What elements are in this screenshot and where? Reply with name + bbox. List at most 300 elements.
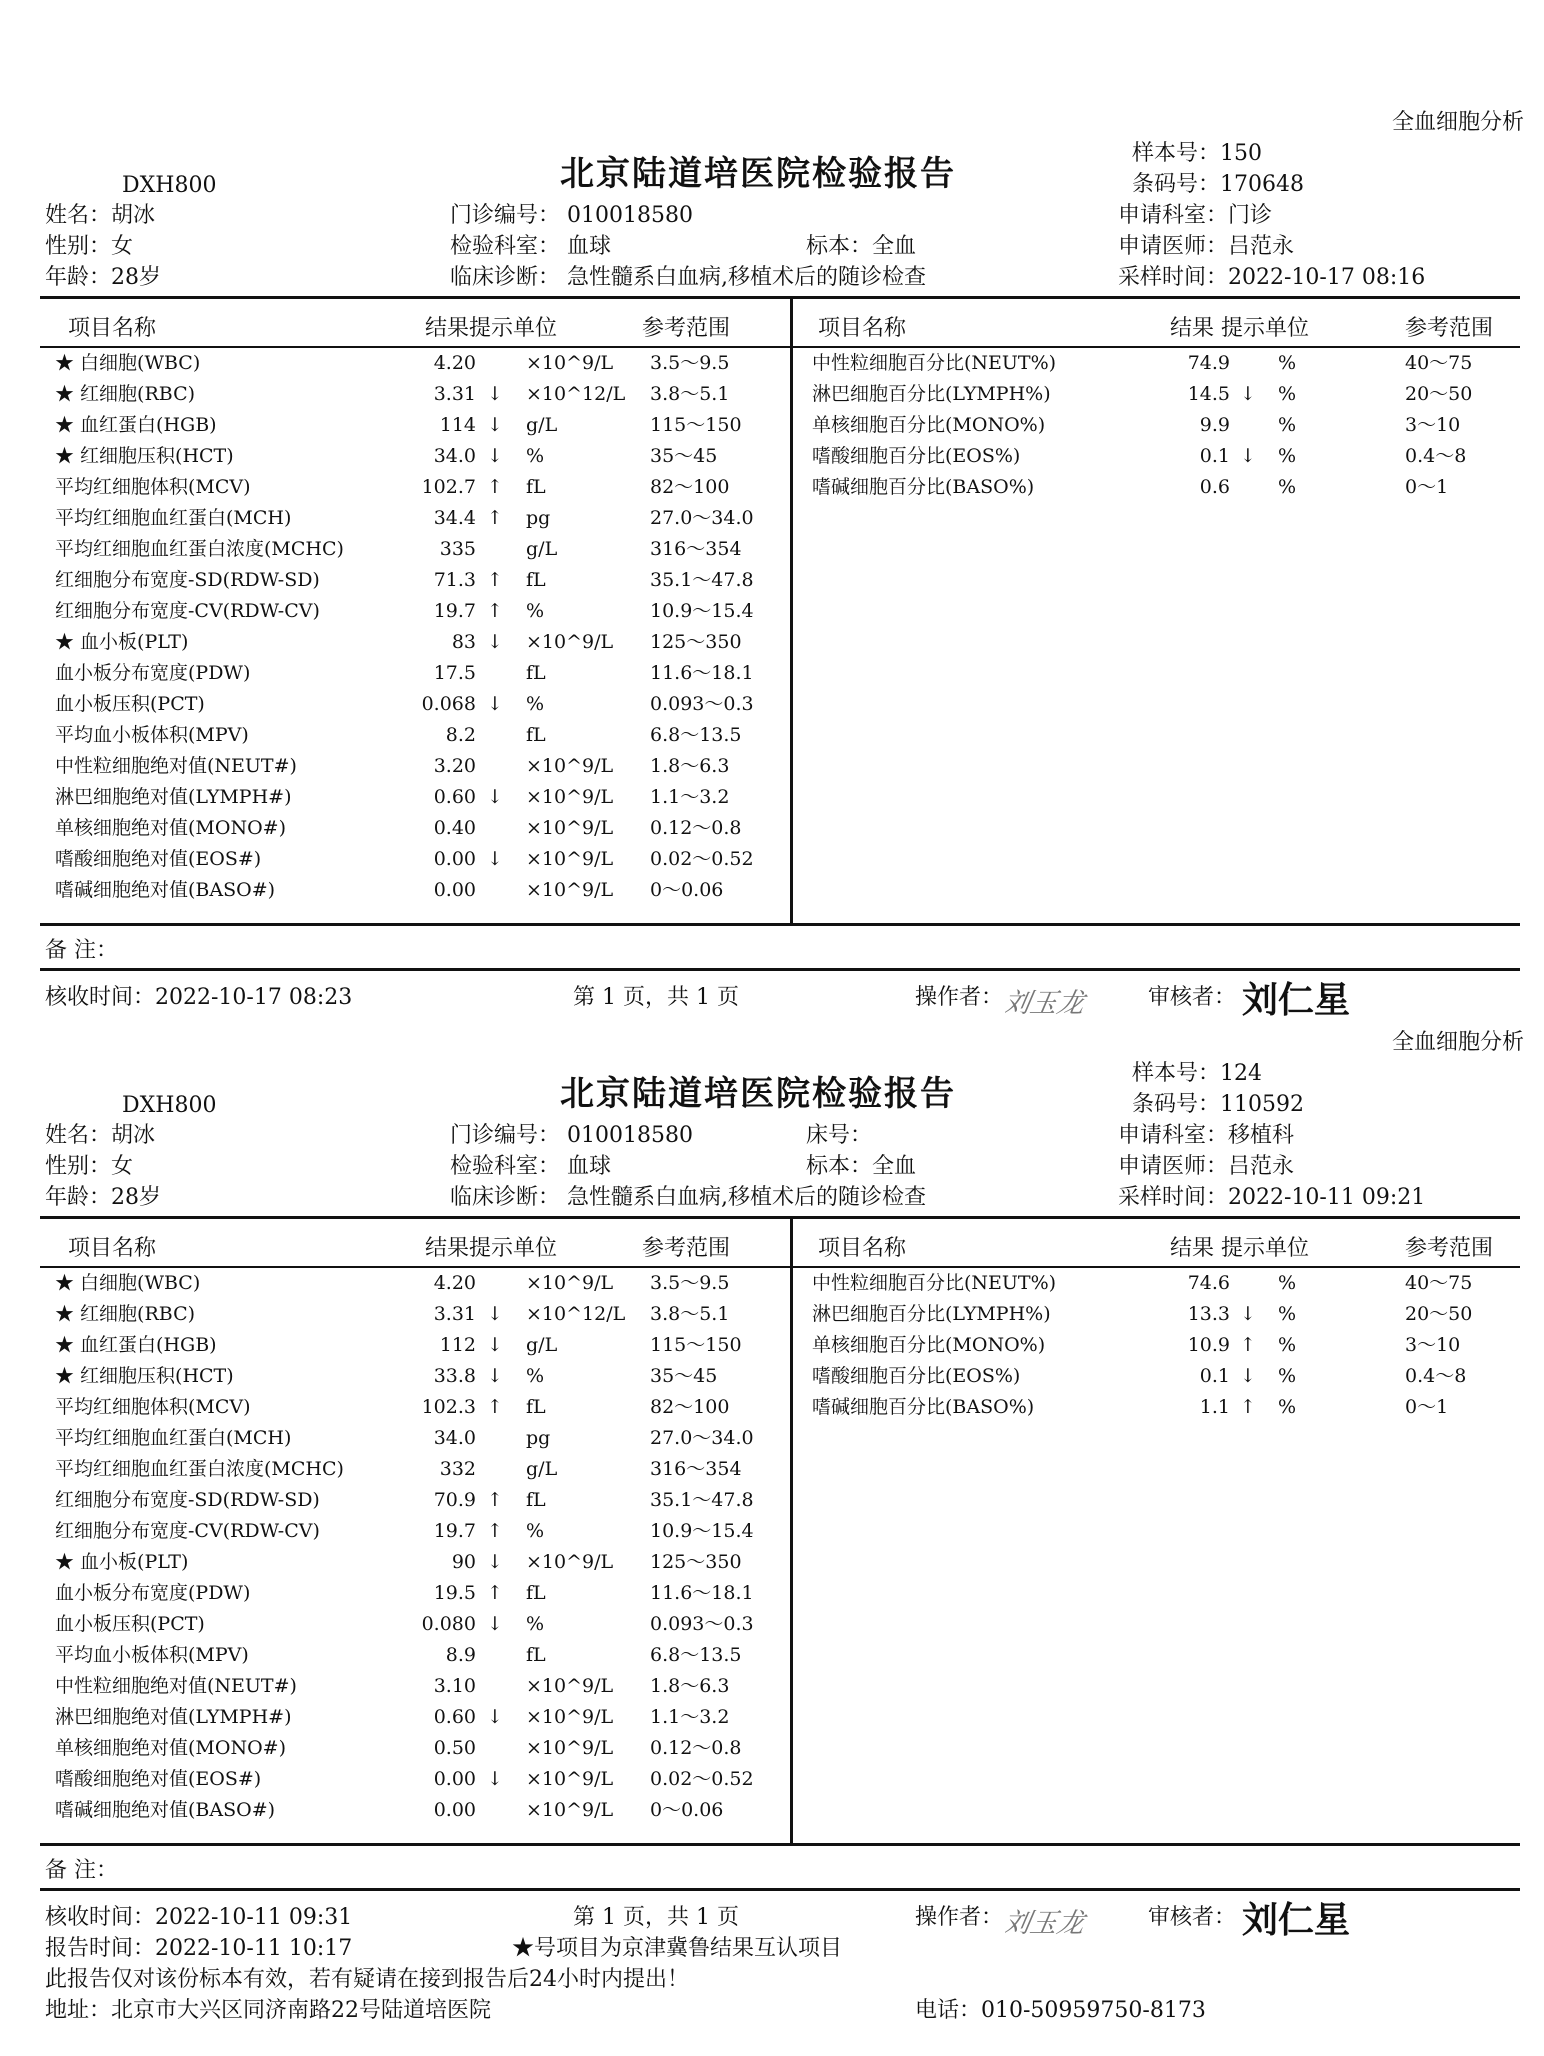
category-label: 全血细胞分析 <box>1392 110 1525 135</box>
flag: ↓ <box>487 631 503 653</box>
value: 0.50 <box>433 1737 476 1759</box>
value: 4.20 <box>433 1272 476 1294</box>
unit: ×10^9/L <box>526 1737 614 1759</box>
value: 0.60 <box>433 1706 476 1728</box>
unit: % <box>1278 1303 1297 1325</box>
name: 单核细胞百分比(MONO%) <box>812 414 1046 436</box>
flag: ↓ <box>487 383 503 405</box>
flag: ↓ <box>487 693 503 715</box>
table-row <box>0 1392 1544 1423</box>
patient-name: 姓名：胡冰 <box>45 203 156 228</box>
name: 平均血小板体积(MPV) <box>55 724 249 746</box>
range: 0～0.06 <box>650 879 724 901</box>
range: 316～354 <box>650 1458 742 1480</box>
instrument-label: DXH800 <box>122 173 217 198</box>
value: 8.9 <box>445 1644 476 1666</box>
value: 102.3 <box>421 1396 476 1418</box>
header-range: 参考范围 <box>642 1236 731 1261</box>
value: 335 <box>439 538 476 560</box>
value: 0.1 <box>1199 1365 1230 1387</box>
range: 316～354 <box>650 538 742 560</box>
name: 嗜酸细胞百分比(EOS%) <box>812 1365 1021 1387</box>
flag: ↓ <box>487 1613 503 1635</box>
flag: ↓ <box>487 1365 503 1387</box>
operator-label: 操作者： <box>915 1905 1004 1930</box>
svg-text:刘仁星: 刘仁星 <box>1242 980 1351 1020</box>
range: 1.8～6.3 <box>650 755 730 777</box>
table-row <box>0 1671 1544 1702</box>
value: 1.1 <box>1199 1396 1230 1418</box>
name: 中性粒细胞绝对值(NEUT#) <box>55 1675 297 1697</box>
name: 红细胞分布宽度-SD(RDW-SD) <box>55 1489 320 1511</box>
receive-time: 核收时间：2022-10-11 09:31 <box>45 1905 353 1930</box>
report-title: 北京陆道培医院检验报告 <box>560 1074 956 1114</box>
name: 中性粒细胞绝对值(NEUT#) <box>55 755 297 777</box>
unit: % <box>1278 414 1297 436</box>
value: 102.7 <box>421 476 476 498</box>
unit: ×10^12/L <box>526 1303 626 1325</box>
patient-sex: 性别：女 <box>45 1154 134 1179</box>
name: 红细胞分布宽度-CV(RDW-CV) <box>55 1520 320 1542</box>
page-info: 第 1 页，共 1 页 <box>573 1905 739 1930</box>
flag: ↑ <box>487 569 503 591</box>
unit: % <box>526 1613 545 1635</box>
page-info: 第 1 页，共 1 页 <box>573 985 739 1010</box>
table-row <box>0 844 1544 875</box>
range: 3.8～5.1 <box>650 383 730 405</box>
table-row <box>0 348 1544 379</box>
name: 嗜碱细胞百分比(BASO%) <box>812 1396 1035 1418</box>
table-row <box>0 1733 1544 1764</box>
range: 20～50 <box>1405 383 1473 405</box>
patient-age: 年龄：28岁 <box>45 265 161 290</box>
value: 83 <box>451 631 476 653</box>
table-row <box>0 1609 1544 1640</box>
table-row <box>0 1702 1544 1733</box>
range: 82～100 <box>650 476 730 498</box>
value: 74.9 <box>1187 352 1230 374</box>
name: 嗜酸细胞绝对值(EOS#) <box>55 1768 262 1790</box>
value: 9.9 <box>1199 414 1230 436</box>
name: 血小板压积(PCT) <box>55 693 205 715</box>
value: 19.5 <box>433 1582 476 1604</box>
name: 平均红细胞血红蛋白(MCH) <box>55 507 292 529</box>
unit: % <box>1278 476 1297 498</box>
range: 27.0～34.0 <box>650 507 754 529</box>
header-item-name: 项目名称 <box>68 316 157 341</box>
range: 3.5～9.5 <box>650 352 730 374</box>
name: 血小板分布宽度(PDW) <box>55 662 251 684</box>
request-dept: 申请科室：移植科 <box>1118 1123 1295 1148</box>
svg-text:刘仁星: 刘仁星 <box>1242 1900 1351 1940</box>
table-top-rule <box>40 296 1520 299</box>
unit: ×10^9/L <box>526 755 614 777</box>
name: ★ 血红蛋白(HGB) <box>55 1334 217 1356</box>
name: 单核细胞绝对值(MONO#) <box>55 817 286 839</box>
name: ★ 红细胞压积(HCT) <box>55 445 234 467</box>
value: 114 <box>439 414 476 436</box>
value: 19.7 <box>433 600 476 622</box>
range: 0.12～0.8 <box>650 817 742 839</box>
unit: % <box>526 600 545 622</box>
name: 平均血小板体积(MPV) <box>55 1644 249 1666</box>
sample-no: 样本号：150 <box>1132 141 1262 166</box>
range: 10.9～15.4 <box>650 600 754 622</box>
table-row <box>0 534 1544 565</box>
header-range: 参考范围 <box>642 316 731 341</box>
header-result: 结果提示单位 <box>425 1236 558 1261</box>
name: 淋巴细胞百分比(LYMPH%) <box>812 1303 1051 1325</box>
table-row <box>0 813 1544 844</box>
unit: g/L <box>526 1334 558 1356</box>
value: 10.9 <box>1187 1334 1230 1356</box>
unit: ×10^9/L <box>526 848 614 870</box>
table-row <box>0 565 1544 596</box>
value: 3.20 <box>433 755 476 777</box>
name: ★ 红细胞压积(HCT) <box>55 1365 234 1387</box>
value: 3.10 <box>433 1675 476 1697</box>
name: 单核细胞绝对值(MONO#) <box>55 1737 286 1759</box>
flag: ↓ <box>1240 383 1256 405</box>
svg-text:刘玉龙: 刘玉龙 <box>1005 988 1087 1019</box>
name: 嗜酸细胞百分比(EOS%) <box>812 445 1021 467</box>
unit: ×10^9/L <box>526 1272 614 1294</box>
header-result: 结果提示单位 <box>425 316 558 341</box>
unit: % <box>1278 445 1297 467</box>
flag: ↓ <box>487 445 503 467</box>
unit: % <box>1278 1334 1297 1356</box>
hospital-phone: 电话：010-50959750-8173 <box>915 1998 1206 2023</box>
unit: % <box>1278 1365 1297 1387</box>
bed-no: 床号： <box>806 1123 873 1148</box>
unit: ×10^9/L <box>526 1706 614 1728</box>
range: 35.1～47.8 <box>650 1489 754 1511</box>
unit: % <box>526 445 545 467</box>
table-row <box>0 689 1544 720</box>
remarks-label: 备 注： <box>45 938 118 963</box>
value: 4.20 <box>433 352 476 374</box>
flag: ↑ <box>1240 1396 1256 1418</box>
header-result-right: 结果 提示单位 <box>1170 1236 1309 1261</box>
table-row <box>0 472 1544 503</box>
value: 0.00 <box>433 1768 476 1790</box>
name: 平均红细胞体积(MCV) <box>55 1396 251 1418</box>
name: 淋巴细胞绝对值(LYMPH#) <box>55 1706 292 1728</box>
table-row <box>0 1764 1544 1795</box>
name: ★ 血小板(PLT) <box>55 631 189 653</box>
range: 125～350 <box>650 1551 742 1573</box>
value: 0.60 <box>433 786 476 808</box>
range: 1.8～6.3 <box>650 1675 730 1697</box>
value: 0.00 <box>433 1799 476 1821</box>
header-result-right: 结果 提示单位 <box>1170 316 1309 341</box>
header-item-name-right: 项目名称 <box>818 316 907 341</box>
value: 14.5 <box>1187 383 1230 405</box>
table-row <box>0 441 1544 472</box>
report-time: 报告时间：2022-10-11 10:17 <box>45 1936 353 1961</box>
table-top-rule <box>40 1216 1520 1219</box>
unit: % <box>1278 352 1297 374</box>
name: 中性粒细胞百分比(NEUT%) <box>812 1272 1057 1294</box>
flag: ↑ <box>1240 1334 1256 1356</box>
range: 35.1～47.8 <box>650 569 754 591</box>
table-row <box>0 596 1544 627</box>
name: 单核细胞百分比(MONO%) <box>812 1334 1046 1356</box>
value: 17.5 <box>433 662 476 684</box>
clinic-no: 门诊编号： 010018580 <box>450 1123 693 1148</box>
table-row <box>0 1361 1544 1392</box>
name: ★ 红细胞(RBC) <box>55 383 196 405</box>
value: 0.00 <box>433 848 476 870</box>
hospital-address: 地址：北京市大兴区同济南路22号陆道培医院 <box>45 1998 491 2023</box>
flag: ↓ <box>487 1334 503 1356</box>
sample-time: 采样时间：2022-10-17 08:16 <box>1118 265 1426 290</box>
name: 淋巴细胞绝对值(LYMPH#) <box>55 786 292 808</box>
table-row <box>0 782 1544 813</box>
name: 血小板压积(PCT) <box>55 1613 205 1635</box>
unit: ×10^9/L <box>526 631 614 653</box>
unit: pg <box>526 507 551 529</box>
name: 平均红细胞血红蛋白浓度(MCHC) <box>55 538 344 560</box>
value: 0.6 <box>1199 476 1230 498</box>
value: 90 <box>451 1551 476 1573</box>
range: 35～45 <box>650 445 718 467</box>
range: 0～0.06 <box>650 1799 724 1821</box>
unit: ×10^9/L <box>526 879 614 901</box>
table-row <box>0 1578 1544 1609</box>
flag: ↓ <box>487 1551 503 1573</box>
name: 嗜碱细胞百分比(BASO%) <box>812 476 1035 498</box>
table-row <box>0 720 1544 751</box>
unit: % <box>526 693 545 715</box>
unit: ×10^9/L <box>526 1768 614 1790</box>
diagnosis: 临床诊断： 急性髓系白血病,移植术后的随诊检查 <box>450 265 926 290</box>
range: 3～10 <box>1405 1334 1461 1356</box>
name: 嗜碱细胞绝对值(BASO#) <box>55 1799 276 1821</box>
request-doctor: 申请医师：吕范永 <box>1118 1154 1295 1179</box>
header-item-name-right: 项目名称 <box>818 1236 907 1261</box>
unit: % <box>1278 1396 1297 1418</box>
unit: ×10^9/L <box>526 1799 614 1821</box>
value: 34.0 <box>433 1427 476 1449</box>
value: 74.6 <box>1187 1272 1230 1294</box>
value: 70.9 <box>433 1489 476 1511</box>
range: 40～75 <box>1405 352 1473 374</box>
patient-age: 年龄：28岁 <box>45 1185 161 1210</box>
flag: ↓ <box>487 1303 503 1325</box>
value: 34.4 <box>433 507 476 529</box>
name: ★ 血小板(PLT) <box>55 1551 189 1573</box>
header-range-right: 参考范围 <box>1405 1236 1494 1261</box>
table-row <box>0 1640 1544 1671</box>
remarks-rule <box>40 1888 1520 1891</box>
range: 35～45 <box>650 1365 718 1387</box>
remarks-rule <box>40 968 1520 971</box>
specimen: 标本：全血 <box>806 234 917 259</box>
specimen: 标本：全血 <box>806 1154 917 1179</box>
unit: pg <box>526 1427 551 1449</box>
lab-dept: 检验科室： 血球 <box>450 1154 611 1179</box>
unit: % <box>1278 1272 1297 1294</box>
table-row <box>0 1795 1544 1826</box>
reviewer-label: 审核者： <box>1148 985 1237 1010</box>
mutual-recognition-note: ★号项目为京津冀鲁结果互认项目 <box>512 1936 843 1961</box>
name: 淋巴细胞百分比(LYMPH%) <box>812 383 1051 405</box>
report-sheet-1 <box>0 0 1544 1020</box>
flag: ↓ <box>1240 1303 1256 1325</box>
svg-text:刘玉龙: 刘玉龙 <box>1005 1908 1087 1939</box>
operator-signature <box>1005 1902 1155 1942</box>
range: 20～50 <box>1405 1303 1473 1325</box>
range: 1.1～3.2 <box>650 1706 730 1728</box>
table-row <box>0 1454 1544 1485</box>
name: ★ 白细胞(WBC) <box>55 352 201 374</box>
operator-label: 操作者： <box>915 985 1004 1010</box>
range: 0.02～0.52 <box>650 848 754 870</box>
range: 3～10 <box>1405 414 1461 436</box>
table-row <box>0 1547 1544 1578</box>
unit: g/L <box>526 1458 558 1480</box>
value: 0.00 <box>433 879 476 901</box>
diagnosis: 临床诊断： 急性髓系白血病,移植术后的随诊检查 <box>450 1185 926 1210</box>
range: 10.9～15.4 <box>650 1520 754 1542</box>
range: 0.02～0.52 <box>650 1768 754 1790</box>
range: 0～1 <box>1405 476 1449 498</box>
unit: ×10^9/L <box>526 1675 614 1697</box>
unit: fL <box>526 569 546 591</box>
lab-dept: 检验科室： 血球 <box>450 234 611 259</box>
value: 332 <box>439 1458 476 1480</box>
table-row <box>0 1423 1544 1454</box>
request-doctor: 申请医师：吕范永 <box>1118 234 1295 259</box>
flag: ↑ <box>487 1582 503 1604</box>
value: 112 <box>439 1334 476 1356</box>
unit: ×10^9/L <box>526 817 614 839</box>
name: 红细胞分布宽度-CV(RDW-CV) <box>55 600 320 622</box>
range: 115～150 <box>650 1334 742 1356</box>
range: 0.093～0.3 <box>650 693 754 715</box>
validity-note: 此报告仅对该份标本有效，若有疑请在接到报告后24小时内提出！ <box>45 1967 689 1992</box>
flag: ↑ <box>487 1520 503 1542</box>
flag: ↑ <box>487 1396 503 1418</box>
unit: ×10^9/L <box>526 1551 614 1573</box>
unit: fL <box>526 476 546 498</box>
patient-sex: 性别：女 <box>45 234 134 259</box>
unit: g/L <box>526 538 558 560</box>
flag: ↑ <box>487 507 503 529</box>
value: 71.3 <box>433 569 476 591</box>
name: 嗜酸细胞绝对值(EOS#) <box>55 848 262 870</box>
range: 11.6～18.1 <box>650 1582 754 1604</box>
range: 40～75 <box>1405 1272 1473 1294</box>
range: 82～100 <box>650 1396 730 1418</box>
name: ★ 白细胞(WBC) <box>55 1272 201 1294</box>
value: 0.40 <box>433 817 476 839</box>
range: 125～350 <box>650 631 742 653</box>
value: 3.31 <box>433 383 476 405</box>
name: 平均红细胞血红蛋白(MCH) <box>55 1427 292 1449</box>
value: 19.7 <box>433 1520 476 1542</box>
table-row <box>0 1299 1544 1330</box>
unit: % <box>1278 383 1297 405</box>
range: 3.5～9.5 <box>650 1272 730 1294</box>
range: 3.8～5.1 <box>650 1303 730 1325</box>
report-title: 北京陆道培医院检验报告 <box>560 154 956 194</box>
value: 3.31 <box>433 1303 476 1325</box>
flag: ↓ <box>487 848 503 870</box>
range: 0.093～0.3 <box>650 1613 754 1635</box>
range: 0～1 <box>1405 1396 1449 1418</box>
unit: fL <box>526 662 546 684</box>
table-row <box>0 379 1544 410</box>
value: 0.068 <box>421 693 476 715</box>
name: 红细胞分布宽度-SD(RDW-SD) <box>55 569 320 591</box>
flag: ↑ <box>487 1489 503 1511</box>
flag: ↑ <box>487 600 503 622</box>
unit: ×10^12/L <box>526 383 626 405</box>
value: 13.3 <box>1187 1303 1230 1325</box>
reviewer-signature <box>1240 1894 1430 1940</box>
clinic-no: 门诊编号： 010018580 <box>450 203 693 228</box>
sample-time: 采样时间：2022-10-11 09:21 <box>1118 1185 1426 1210</box>
value: 0.080 <box>421 1613 476 1635</box>
sample-no: 样本号：124 <box>1132 1061 1262 1086</box>
flag: ↓ <box>1240 1365 1256 1387</box>
reviewer-label: 审核者： <box>1148 1905 1237 1930</box>
flag: ↑ <box>487 476 503 498</box>
table-row <box>0 627 1544 658</box>
value: 8.2 <box>445 724 476 746</box>
table-row <box>0 751 1544 782</box>
unit: fL <box>526 1582 546 1604</box>
instrument-label: DXH800 <box>122 1093 217 1118</box>
unit: ×10^9/L <box>526 352 614 374</box>
unit: % <box>526 1365 545 1387</box>
flag: ↓ <box>487 1706 503 1728</box>
value: 33.8 <box>433 1365 476 1387</box>
value: 0.1 <box>1199 445 1230 467</box>
unit: % <box>526 1520 545 1542</box>
report-sheet-2 <box>0 1020 1544 2045</box>
table-row <box>0 875 1544 906</box>
request-dept: 申请科室：门诊 <box>1118 203 1273 228</box>
table-row <box>0 1330 1544 1361</box>
remarks-label: 备 注： <box>45 1858 118 1883</box>
flag: ↓ <box>487 1768 503 1790</box>
unit: fL <box>526 1489 546 1511</box>
name: 平均红细胞血红蛋白浓度(MCHC) <box>55 1458 344 1480</box>
range: 6.8～13.5 <box>650 1644 742 1666</box>
header-item-name: 项目名称 <box>68 1236 157 1261</box>
operator-signature <box>1005 982 1155 1020</box>
table-row <box>0 1516 1544 1547</box>
reviewer-signature <box>1240 974 1430 1020</box>
barcode: 条码号：170648 <box>1132 172 1304 197</box>
name: 平均红细胞体积(MCV) <box>55 476 251 498</box>
table-row <box>0 410 1544 441</box>
unit: g/L <box>526 414 558 436</box>
unit: fL <box>526 1396 546 1418</box>
range: 1.1～3.2 <box>650 786 730 808</box>
unit: fL <box>526 724 546 746</box>
patient-name: 姓名：胡冰 <box>45 1123 156 1148</box>
range: 11.6～18.1 <box>650 662 754 684</box>
flag: ↓ <box>1240 445 1256 467</box>
receive-time: 核收时间：2022-10-17 08:23 <box>45 985 353 1010</box>
category-label: 全血细胞分析 <box>1392 1030 1525 1055</box>
range: 0.4～8 <box>1405 445 1467 467</box>
range: 6.8～13.5 <box>650 724 742 746</box>
